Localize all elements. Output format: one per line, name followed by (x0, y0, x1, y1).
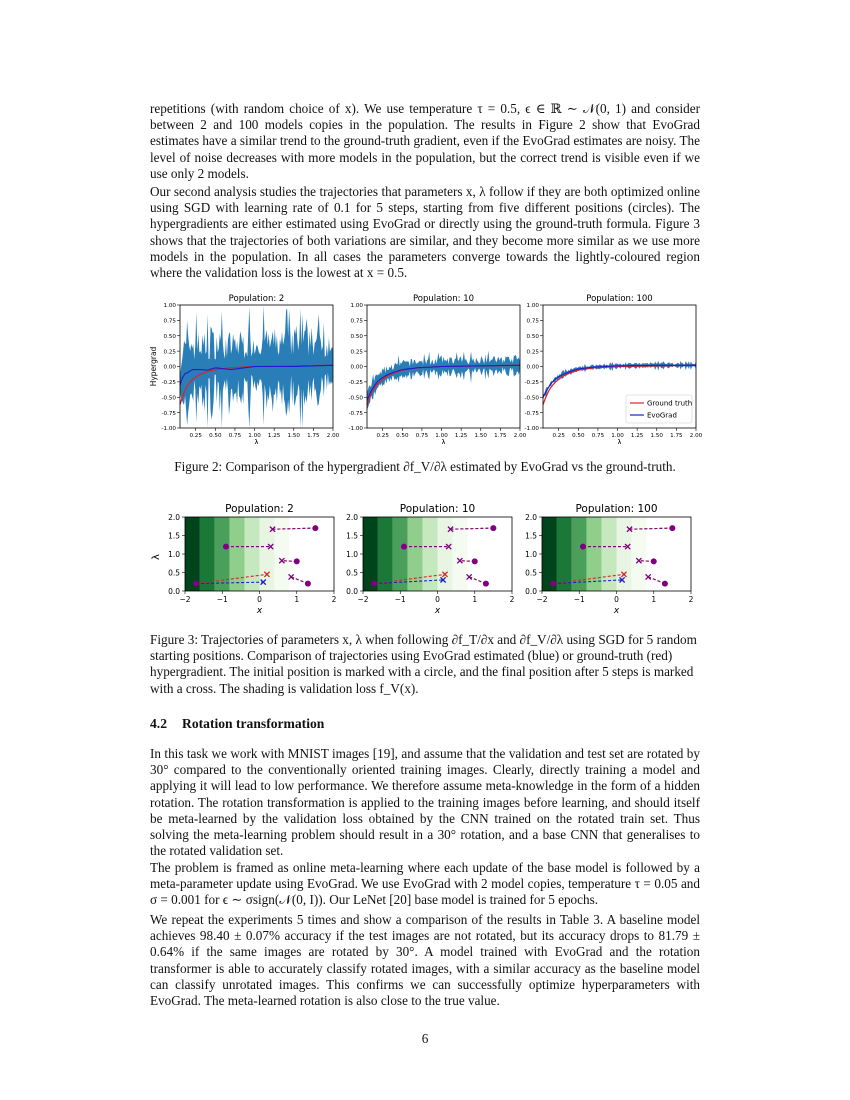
x-tick-label: 0.75 (415, 433, 429, 439)
loss-shade-band (200, 517, 215, 591)
y-tick-label: 0.00 (163, 364, 176, 371)
start-circle-marker (472, 558, 478, 564)
start-circle-marker (490, 525, 496, 531)
loss-shade-band (542, 517, 557, 591)
x-tick-label: −1 (216, 595, 228, 604)
x-tick-label: 2 (331, 595, 337, 604)
y-tick-label: 0.50 (526, 333, 539, 340)
loss-shade-band (289, 517, 334, 591)
y-tick-label: 2.0 (525, 513, 537, 522)
x-axis-label: x (434, 606, 441, 616)
evograd-noise-band (367, 351, 520, 410)
x-tick-label: −1 (394, 595, 406, 604)
start-circle-marker (312, 525, 318, 531)
loss-shade-band (185, 517, 200, 591)
legend (626, 395, 692, 423)
x-tick-label: 0.50 (209, 433, 222, 439)
hypergrad-panel (525, 294, 703, 444)
loss-shade-band (452, 517, 467, 591)
plot-title: Population: 2 (228, 294, 285, 304)
paragraph-population-results: repetitions (with random choice of x). We use temperature τ = 0.5, ϵ ∈ ℝ ∼ 𝒩(0, 1) and consider between 2 and 100 models copies in the population. The results in Figure 2 show that EvoGrad estimates have a similar trend to the ground-truth gradient, even if the EvoGrad estimates are noisy. The level of noise decreases with more models in the population, but the correct trend is visible even if we use only 2 models. (150, 101, 700, 181)
start-circle-marker (662, 581, 668, 587)
x-tick-label: 2 (688, 595, 694, 604)
y-axis-label: Hypergrad (149, 346, 158, 387)
x-tick-label: 1.25 (630, 433, 644, 439)
y-tick-label: 0.75 (350, 318, 363, 325)
y-tick-label: 1.00 (350, 303, 363, 310)
paragraph-trajectory-analysis: Our second analysis studies the trajectories that parameters x, λ follow if they are both optimized online using SGD with learning rate of 0.1 for 5 steps, starting from five different positions (circles). The hypergradients are either estimated using EvoGrad or directly using the ground-truth formula. Figure 3 shows that the trajectories of both variations are similar, and they become more similar as we use more models in the population. In all cases the parameters converge towards the lightly-coloured region where the validation loss is the lowest at x = 0.5. (150, 184, 700, 281)
page-number: 6 (421, 1031, 429, 1046)
x-tick-label: 0.25 (189, 433, 202, 439)
x-tick-label: 2.00 (326, 433, 340, 439)
figure-3-trajectory-plots (150, 497, 710, 622)
y-tick-label: -1.00 (161, 426, 176, 433)
y-tick-label: 0.25 (163, 349, 176, 356)
start-circle-marker (669, 525, 675, 531)
x-tick-label: 1.25 (454, 433, 468, 439)
y-tick-label: 1.00 (526, 303, 539, 310)
y-tick-label: -1.00 (348, 426, 363, 433)
x-tick-label: 0.75 (591, 433, 605, 439)
loss-shade-band (631, 517, 646, 591)
x-tick-label: 1.75 (670, 433, 683, 439)
paragraph-experiment-results: We repeat the experiments 5 times and show a comparison of the results in Table 3. A baseline model achieves 98.40 ± 0.07% accuracy if the test images are not rotated, but its accuracy drops to 81.79 ± 0.64% if the same images are rotated by 30°. A model trained with EvoGrad and the rotation transformer is able to accurately classify rotated images, with a similar accuracy as the baseline model can classify unrotated images. This confirms we can successfully optimize hyperparameters with EvoGrad. The meta-learned rotation is also close to the true value. (150, 912, 700, 1009)
y-tick-label: -1.00 (524, 426, 539, 433)
x-tick-label: 1.75 (494, 433, 507, 439)
loss-shade-band (378, 517, 393, 591)
x-tick-label: 0.25 (376, 433, 389, 439)
plot-title: Population: 10 (399, 503, 476, 515)
x-tick-label: −1 (573, 595, 585, 604)
x-tick-label: 1.00 (435, 433, 448, 439)
y-tick-label: 0.75 (526, 318, 539, 325)
y-tick-label: 0.75 (163, 318, 176, 325)
x-tick-label: −2 (179, 595, 191, 604)
x-tick-label: 1.00 (248, 433, 261, 439)
legend-ground-truth-label: Ground truth (647, 399, 693, 408)
legend-evograd-label: EvoGrad (647, 411, 677, 420)
start-circle-marker (401, 544, 407, 550)
x-tick-label: 1.50 (287, 433, 301, 439)
x-tick-label: 2.00 (513, 433, 527, 439)
y-tick-label: 0.50 (163, 333, 176, 340)
x-tick-label: 1 (294, 595, 300, 604)
x-axis-label: λ (441, 438, 446, 444)
x-tick-label: 1.75 (307, 433, 320, 439)
paragraph-online-meta-learning: The problem is framed as online meta-learning where each update of the base model is followed by a meta-parameter update using EvoGrad. We use EvoGrad with 2 model copies, temperature τ = 0.05 and σ = 0.001 for ϵ ∼ σsign(𝒩(0, I)). Our LeNet [20] base model is trained for 5 epochs. (150, 860, 700, 908)
y-tick-label: 0.5 (168, 568, 180, 578)
y-tick-label: -0.25 (161, 380, 176, 387)
loss-shade-band (646, 517, 691, 591)
start-circle-marker (483, 581, 489, 587)
x-tick-label: 2 (509, 595, 515, 604)
section-title: Rotation transformation (182, 716, 325, 731)
start-circle-marker (294, 558, 300, 564)
x-tick-label: −2 (357, 595, 369, 604)
y-tick-label: 0.0 (346, 587, 358, 596)
y-tick-label: -0.25 (524, 380, 539, 387)
trajectory-panel (151, 503, 337, 616)
section-number: 4.2 (150, 716, 167, 731)
y-tick-label: 0.5 (346, 568, 358, 578)
y-tick-label: 2.0 (346, 513, 358, 522)
x-tick-label: 1 (472, 595, 478, 604)
x-tick-label: 0.50 (396, 433, 409, 439)
x-axis-label: λ (617, 438, 622, 444)
loss-shade-band (587, 517, 602, 591)
y-tick-label: 0.50 (350, 333, 363, 340)
y-tick-label: 1.0 (346, 550, 358, 559)
start-circle-marker (550, 581, 556, 587)
figure-2-hypergradient-plots (140, 288, 710, 444)
x-tick-label: 0.50 (572, 433, 585, 439)
start-circle-marker (651, 558, 657, 564)
y-tick-label: -0.75 (524, 410, 539, 417)
plot-title: Population: 100 (575, 503, 658, 515)
start-circle-marker (305, 581, 311, 587)
loss-shade-band (245, 517, 260, 591)
y-tick-label: 1.0 (168, 550, 180, 559)
y-tick-label: 0.25 (350, 349, 363, 356)
loss-shade-band (557, 517, 572, 591)
loss-shade-band (467, 517, 512, 591)
y-tick-label: 1.00 (163, 303, 176, 310)
plot-title: Population: 2 (225, 503, 294, 515)
trajectory-panel (525, 503, 694, 616)
x-tick-label: 1.50 (474, 433, 488, 439)
y-tick-label: 0.5 (525, 568, 537, 578)
start-circle-marker (193, 581, 199, 587)
y-tick-label: 0.0 (525, 587, 537, 596)
y-axis-label: λ (151, 554, 162, 560)
x-tick-label: 0 (257, 595, 262, 604)
loss-shade-band (274, 517, 289, 591)
figure-3-caption: Figure 3: Trajectories of parameters x, λ when following ∂f_T/∂x and ∂f_V/∂λ using SGD for 5 random starting positions. Comparison of trajectories using EvoGrad estimated (blue) or ground-truth (red) hypergradient. The initial position is marked with a circle, and the final position after 5 steps is marked with a cross. The shading is validation loss f_V(x). (150, 632, 697, 696)
start-circle-marker (580, 544, 586, 550)
y-tick-label: 2.0 (168, 513, 180, 522)
section-heading (150, 716, 324, 732)
y-tick-label: -0.50 (161, 395, 176, 402)
y-tick-label: 0.00 (350, 364, 363, 371)
x-tick-label: 0.75 (228, 433, 242, 439)
y-tick-label: -0.25 (348, 380, 363, 387)
y-tick-label: 0.0 (168, 587, 180, 596)
y-tick-label: 0.00 (526, 364, 539, 371)
hypergrad-panel (349, 294, 527, 444)
y-tick-label: 0.25 (526, 349, 539, 356)
x-axis-label: x (613, 606, 620, 616)
y-tick-label: 1.5 (168, 531, 180, 541)
x-tick-label: −2 (536, 595, 548, 604)
x-axis-label: λ (254, 438, 259, 444)
loss-shade-band (230, 517, 245, 591)
plot-title: Population: 100 (586, 294, 653, 304)
y-tick-label: -0.50 (524, 395, 539, 402)
x-tick-label: 1.00 (611, 433, 624, 439)
x-tick-label: 0 (614, 595, 619, 604)
y-tick-label: -0.75 (161, 410, 176, 417)
x-tick-label: 2.00 (689, 433, 703, 439)
y-tick-label: -0.50 (348, 395, 363, 402)
trajectory-panel (346, 503, 515, 616)
y-tick-label: -0.75 (348, 410, 363, 417)
start-circle-marker (371, 581, 377, 587)
y-tick-label: 1.0 (525, 550, 537, 559)
loss-shade-band (408, 517, 423, 591)
loss-shade-band (363, 517, 378, 591)
start-circle-marker (223, 544, 229, 550)
hypergrad-panel (149, 294, 340, 444)
paragraph-rotation-task: In this task we work with MNIST images [19], and assume that the validation and test set are rotated by 30° compared to the conventionally oriented training images. Clearly, directly training a model and applying it will lead to low performance. We therefore assume meta-knowledge in the form of a hidden rotation. The rotation transformation is applied to the training images before learning, and should itself be meta-learned by the validation loss obtained by the CNN trained on the rotated train set. Thus solving the meta-learning problem should result in a 30° rotation, and a base CNN that generalises to the rotated validation set. (150, 746, 700, 859)
y-tick-label: 1.5 (525, 531, 537, 541)
x-axis-label: x (256, 606, 263, 616)
x-tick-label: 1 (651, 595, 657, 604)
x-tick-label: 0.25 (552, 433, 565, 439)
y-tick-label: 1.5 (346, 531, 358, 541)
figure-2-caption: Figure 2: Comparison of the hypergradient ∂f_V/∂λ estimated by EvoGrad vs the ground-truth. (174, 459, 676, 474)
x-tick-label: 0 (435, 595, 440, 604)
plot-title: Population: 10 (412, 294, 475, 304)
x-tick-label: 1.50 (650, 433, 664, 439)
x-tick-label: 1.25 (267, 433, 281, 439)
